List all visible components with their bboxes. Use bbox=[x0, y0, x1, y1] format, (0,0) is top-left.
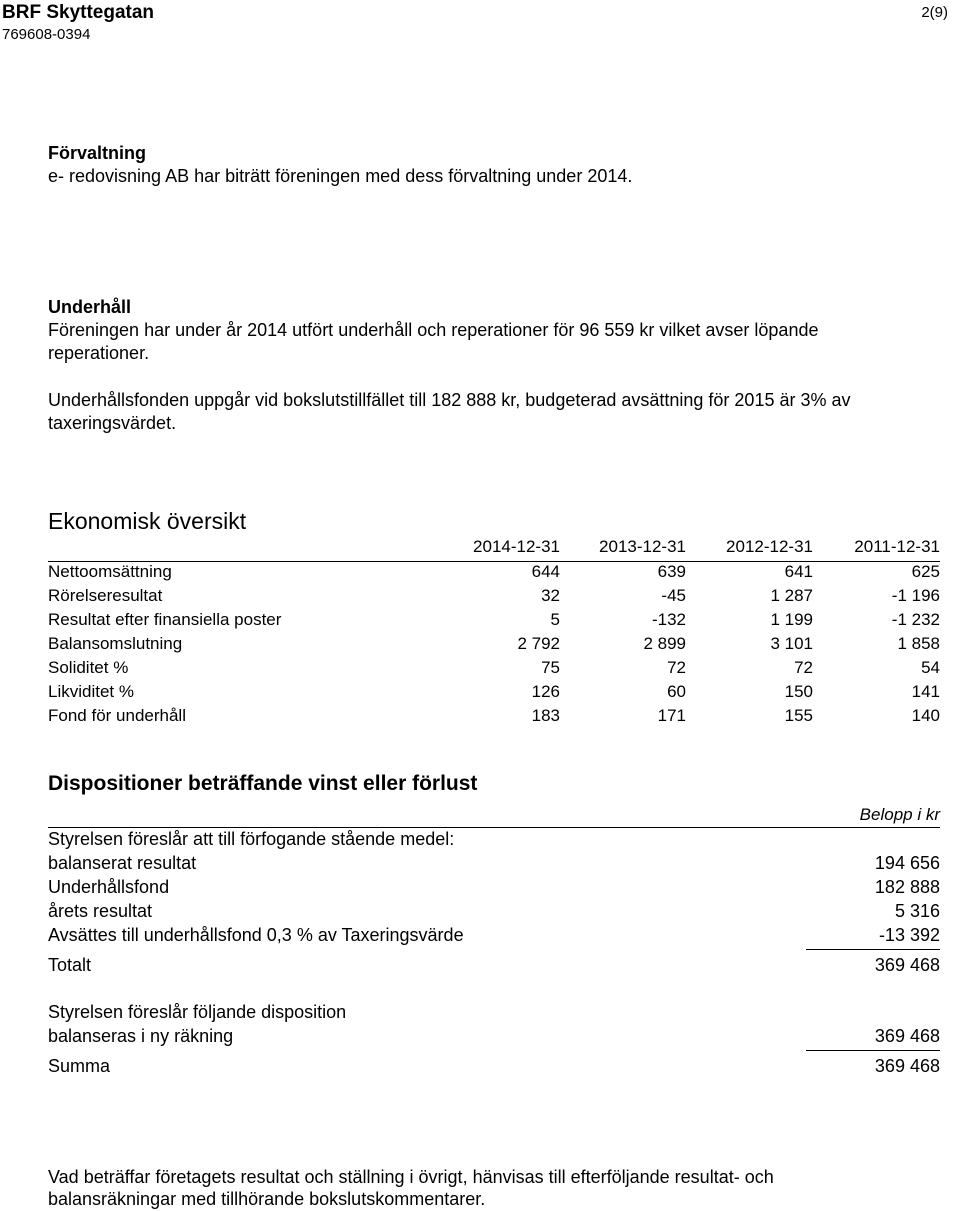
cell-value: 126 bbox=[531, 682, 560, 701]
cell-value: -1 196 bbox=[891, 586, 940, 605]
proposal-intro: Styrelsen föreslår följande disposition bbox=[48, 1002, 347, 1022]
sum-label: Summa bbox=[48, 1056, 111, 1076]
disp-item-label: Underhållsfond bbox=[48, 877, 170, 897]
cell-value: 644 bbox=[531, 562, 560, 581]
amount-header: Belopp i kr bbox=[859, 805, 940, 824]
row-label: Soliditet % bbox=[48, 658, 129, 677]
row-label: Fond för underhåll bbox=[48, 706, 186, 725]
total-value: 369 468 bbox=[874, 955, 940, 975]
forvaltning-text: e- redovisning AB har biträtt föreningen med dess förvaltning under 2014. bbox=[48, 166, 633, 186]
underhall-text-line2: reperationer. bbox=[48, 343, 150, 363]
table-row bbox=[48, 562, 940, 586]
table-row bbox=[48, 610, 940, 634]
org-name: BRF Skyttegatan bbox=[2, 2, 155, 23]
cell-value: 155 bbox=[784, 706, 813, 725]
table-row bbox=[48, 634, 940, 658]
dispositioner-heading: Dispositioner beträffande vinst eller förlust bbox=[48, 772, 478, 795]
cell-value: 2 792 bbox=[517, 634, 560, 653]
row-label: Rörelseresultat bbox=[48, 586, 163, 605]
disp-item-value: 194 656 bbox=[874, 853, 940, 873]
underhallsfond-text-line1: Underhållsfonden uppgår vid bokslutstillfället till 182 888 kr, budgeterad avsättning för 2015 är 3% av bbox=[48, 390, 851, 410]
oversikt-heading: Ekonomisk översikt bbox=[48, 508, 247, 534]
cell-value: 3 101 bbox=[770, 634, 813, 653]
total-label: Totalt bbox=[48, 955, 92, 975]
cell-value: -1 232 bbox=[891, 610, 940, 629]
disp-item-value: 182 888 bbox=[874, 877, 940, 897]
cell-value: 72 bbox=[667, 658, 686, 677]
cell-value: 625 bbox=[911, 562, 940, 581]
cell-value: 32 bbox=[541, 586, 560, 605]
cell-value: 140 bbox=[911, 706, 940, 725]
cell-value: 641 bbox=[784, 562, 813, 581]
row-label: Likviditet % bbox=[48, 682, 134, 701]
cell-value: 60 bbox=[667, 682, 686, 701]
cell-value: 75 bbox=[541, 658, 560, 677]
sum-value: 369 468 bbox=[874, 1056, 940, 1076]
column-header: 2013-12-31 bbox=[599, 537, 686, 556]
disp-item-value: 5 316 bbox=[894, 901, 940, 921]
cell-value: 2 899 bbox=[643, 634, 686, 653]
cell-value: 1 287 bbox=[770, 586, 813, 605]
row-label: Nettoomsättning bbox=[48, 562, 172, 581]
underhallsfond-text-line2: taxeringsvärdet. bbox=[48, 413, 177, 433]
cell-value: 1 199 bbox=[770, 610, 813, 629]
cell-value: 1 858 bbox=[897, 634, 940, 653]
underhall-text-line1: Föreningen har under år 2014 utfört underhåll och reperationer för 96 559 kr vilket avser löpande bbox=[48, 320, 819, 340]
table-row bbox=[48, 658, 940, 682]
table-row bbox=[48, 586, 940, 610]
dispositioner-intro: Styrelsen föreslår att till förfogande stående medel: bbox=[48, 829, 455, 849]
cell-value: 150 bbox=[784, 682, 813, 701]
forvaltning-heading: Förvaltning bbox=[48, 143, 146, 163]
sum-divider bbox=[806, 1050, 940, 1051]
proposal-value: 369 468 bbox=[874, 1026, 940, 1046]
row-label: Resultat efter finansiella poster bbox=[48, 610, 282, 629]
disp-item-value: -13 392 bbox=[878, 925, 940, 945]
footer-text-line1: Vad beträffar företagets resultat och ställning i övrigt, hänvisas till efterföljande resultat- och bbox=[48, 1167, 774, 1187]
cell-value: 54 bbox=[921, 658, 940, 677]
total-divider bbox=[806, 949, 940, 950]
cell-value: 183 bbox=[531, 706, 560, 725]
row-label: Balansomslutning bbox=[48, 634, 183, 653]
disp-item-label: Avsättes till underhållsfond 0,3 % av Taxeringsvärde bbox=[48, 925, 464, 945]
cell-value: 141 bbox=[911, 682, 940, 701]
column-header: 2012-12-31 bbox=[726, 537, 813, 556]
cell-value: -45 bbox=[661, 586, 686, 605]
oversikt-header-row bbox=[48, 537, 940, 561]
disp-item-label: årets resultat bbox=[48, 901, 153, 921]
footer-text-line2: balansräkningar med tillhörande bokslutskommentarer. bbox=[48, 1189, 486, 1209]
cell-value: 5 bbox=[550, 610, 560, 629]
org-number: 769608-0394 bbox=[2, 26, 91, 43]
cell-value: 639 bbox=[657, 562, 686, 581]
cell-value: 72 bbox=[794, 658, 813, 677]
oversikt-table bbox=[48, 537, 940, 737]
table-row bbox=[48, 682, 940, 706]
page-number: 2(9) bbox=[921, 4, 948, 21]
cell-value: 171 bbox=[657, 706, 686, 725]
column-header: 2011-12-31 bbox=[854, 537, 940, 556]
proposal-label: balanseras i ny räkning bbox=[48, 1026, 234, 1046]
column-header: 2014-12-31 bbox=[473, 537, 560, 556]
disp-item-label: balanserat resultat bbox=[48, 853, 197, 873]
cell-value: -132 bbox=[651, 610, 686, 629]
underhall-heading: Underhåll bbox=[48, 297, 132, 317]
table-row bbox=[48, 706, 940, 730]
